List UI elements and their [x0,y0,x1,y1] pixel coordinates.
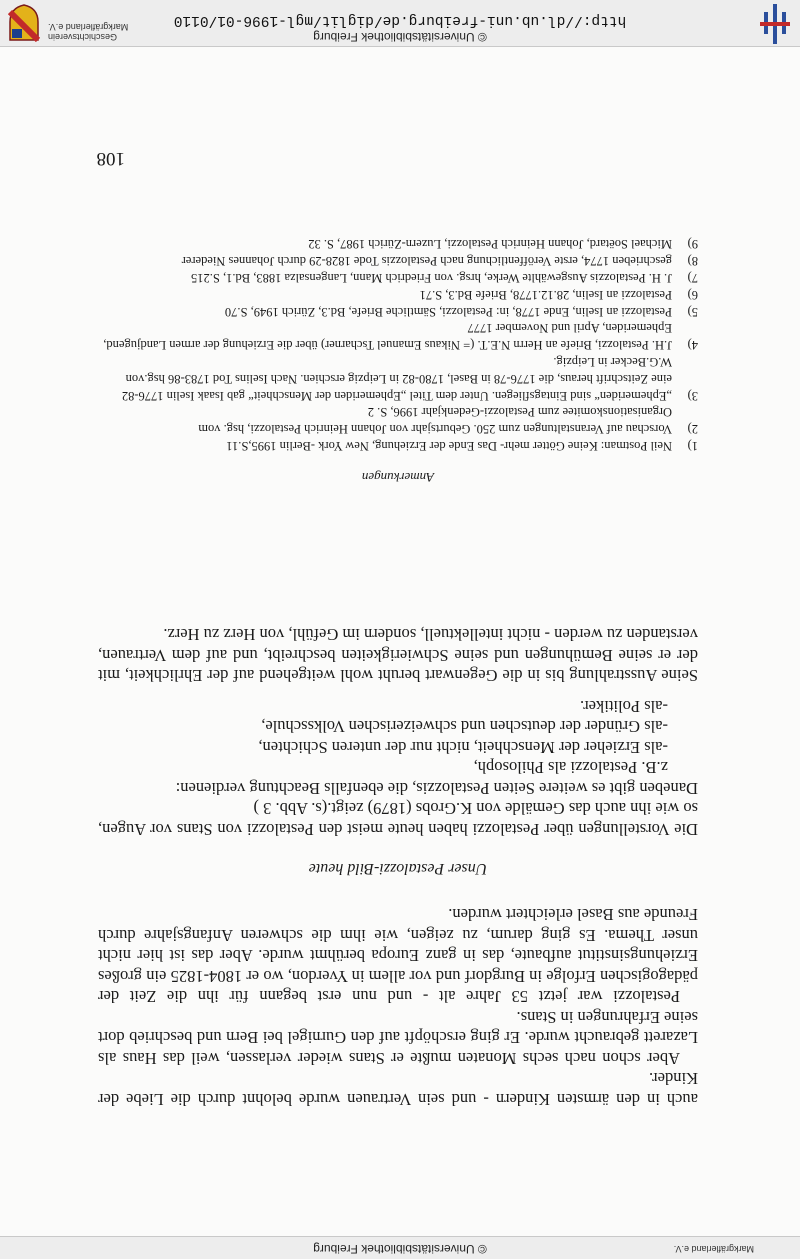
list-item: -als Politiker. [580,697,668,716]
paragraph: Daneben gibt es weitere Seiten Pestalozzis, die ebenfalls Beachtung verdienen: [175,779,698,798]
notes-heading: Anmerkungen [361,470,435,485]
footnote: 7) J. H. Pestalozzis Ausgewählte Werke, hrsg. von Friedrich Mann, Langensalza 1883, Bd.1, S.215 [191,271,698,286]
document-url[interactable]: http://dl.ub.uni-freiburg.de/diglit/mgl-1996-01/0110 [173,12,627,28]
footer-society: Markgräflerland e.V. [673,1244,754,1254]
section-heading: Unser Pestalozzi-Bild heute [308,860,488,877]
paragraph: Aber schon nach sechs Monaten mußte er Stans wieder verlassen, weil das Haus als Lazarett gebraucht wurde. Er ging erschöpft auf den Gurnigel bei Bern und beschrieb dort seine Erfahrungen in Stans. [98,1008,698,1068]
text-block-2 [98,624,698,839]
paragraph: Seine Ausstrahlung bis in die Gegenwart beruht wohl weitgehend auf der Ehrlichkeit, mit der er seine Bemühungen und seine Schwierigkeiten beschreibt, und auf dem Vertrauen, verstanden zu werden - nicht intellektuell, sondern im Gefühl, von Herz zu Herz. [98,625,698,686]
footnote: 2) Vorschau auf Veranstaltungen zum 250. Geburtsjahr von Johann Heinrich Pestalozzi, hsg. vom Organisationskomitee zum Pestalozzi-Gedenkjahr 1996, S. 2 [198,405,698,437]
footnote: 3) „Ephemeriden“ sind Eintagsfliegen. Unter dem Titel „Ephemeriden der Menschheit“ gab Isaak Iselin 1776-82 eine Zeitschrift heraus, die 1776-78 in Basel, 1780-82 in Leipzig erschien. Nach Iselins Tod 1783-86 hsg.von W.G.Becker in Leipzig. [121,355,698,403]
aspects-list [98,696,698,778]
footer-strip [0,1236,800,1259]
header-strip [0,0,800,47]
list-item: -als Gründer der deutschen und schweizerischen Volksschule, [261,717,668,737]
paragraph: Pestalozzi war jetzt 53 Jahre alt - und nun erst begann für ihn die Zeit der pädagogischen Erfolge in Burgdorf und vor allem in Yverdon, wo er 1804-1825 ein großes Erziehungsinstitut aufbaute, das in ganz Europa berühmt wurde. Aber das ist hier nicht unser Thema. Es ging darum, zu zeigen, wie ihm die schweren Anfangsjahre durch Freunde aus Basel erleichtert wurden. [98,905,698,1007]
society-name: Geschichtsverein Markgräflerland e.V. [48,22,129,42]
page-number: 108 [96,148,125,169]
footnote: 6) Pestalozzi an Iselin, 28.12.1778, Briefe Bd.3, S.71 [419,287,698,302]
footnotes [98,236,698,454]
footnote: 5) Pestalozzi an Iselin, Ende 1778, in: Pestalozzi, Sämtliche Briefe, Bd.3, Zürich 1949, S.70 [224,304,698,319]
society-crest-icon [8,4,40,42]
paragraph: Die Vorstellungen über Pestalozzi haben heute meist den Pestalozzi von Stans vor Augen, so wie ihn auch das Gemälde von K.Grobs (1879) zeigt.(s. Abb. 3 ) [98,799,698,839]
footnote: 4) J.H. Pestalozzi, Briefe an Herrn N.E.T. (= Nikaus Emanuel Tscharner) über die Erziehung der armen Landjugend, Ephemeriden, April und November 1777 [103,321,698,353]
footnote: 9) Michael Soëtard, Johann Heinrich Pestalozzi, Luzern-Zürich 1987, S. 32 [308,237,698,252]
list-item: z.B. Pestalozzi als Philosoph, [473,758,668,778]
footnote: 8) geschrieben 1774, erste Veröffentlichung nach Pestalozzis Tode 1828-29 durch Johannes Niederer [181,254,698,269]
paragraph: auch in den ärmsten Kindern - und sein Vertrauen wurde belohnt durch die Liebe der Kinder. [98,1069,698,1109]
list-item: -als Erzieher der Menschheit, nicht nur der unteren Schichten, [258,738,668,757]
library-credit: © Universitätsbibliothek Freiburg [313,30,487,44]
footnote: 1) Neil Postman: Keine Götter mehr- Das Ende der Erziehung, New York -Berlin 1995,S.11 [226,439,698,453]
footer-library: © Universitätsbibliothek Freiburg [313,1242,487,1256]
text-block-1 [98,904,698,1109]
